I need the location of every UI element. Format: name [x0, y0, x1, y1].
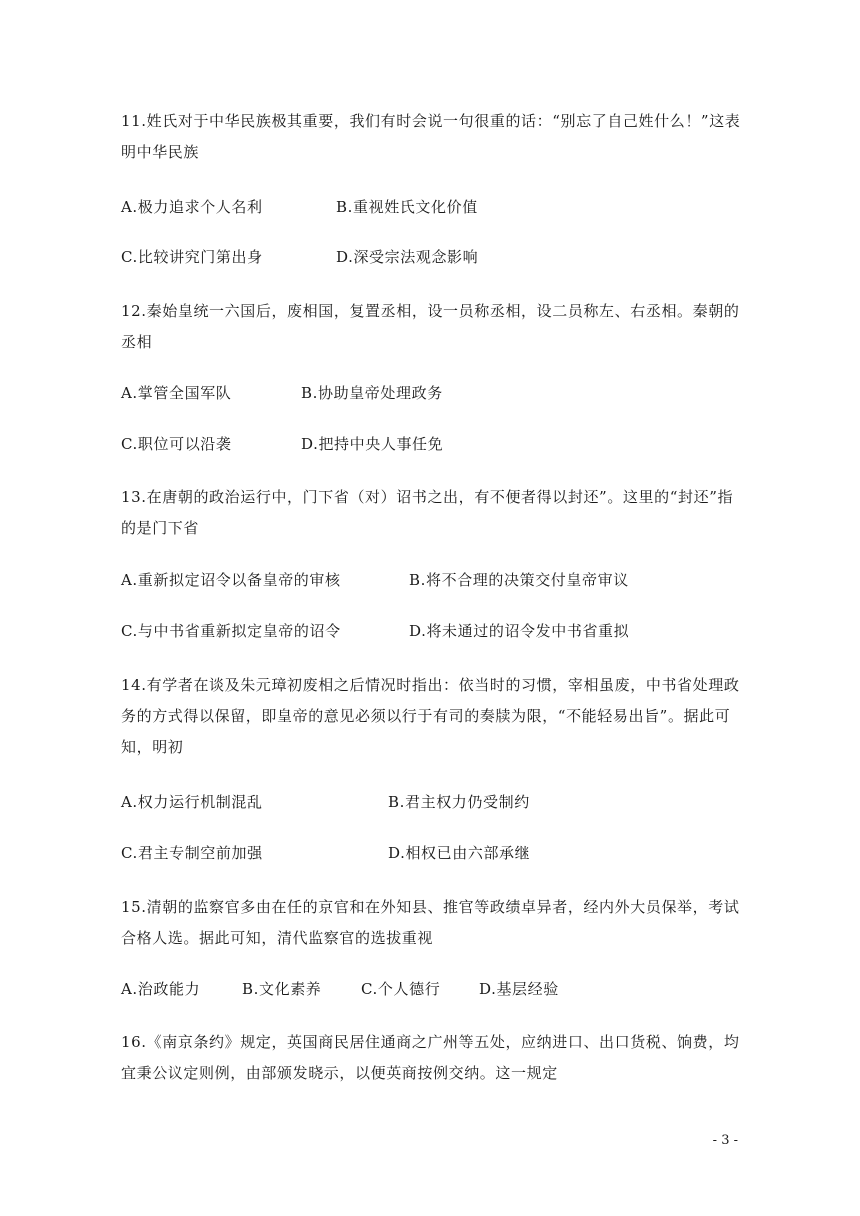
question-13-stem: 13.在唐朝的政治运行中，门下省（对）诏书之出，有不便者得以封还”。这里的“封还”指的是门下省	[121, 488, 734, 537]
question-15-option-c: C.个人德行	[361, 980, 441, 998]
question-11-stem: 11.姓氏对于中华民族极其重要，我们有时会说一句很重的话：“别忘了自己姓什么！”这表明中华民族	[121, 112, 741, 161]
question-15-option-d: D.基层经验	[479, 980, 559, 998]
question-12-option-d: D.把持中央人事任免	[301, 435, 444, 453]
question-14-option-d: D.相权已由六部承继	[388, 844, 531, 862]
question-12-option-a: A.掌管全国军队	[121, 384, 232, 402]
question-15-option-a: A.治政能力	[121, 980, 201, 998]
question-12-stem: 12.秦始皇统一六国后，废相国，复置丞相，设一员称丞相，设二员称左、右丞相。秦朝的丞相	[121, 302, 740, 351]
question-11-option-c: C.比较讲究门第出身	[121, 248, 263, 266]
question-11-option-b: B.重视姓氏文化价值	[336, 198, 478, 216]
page-number: - 3 -	[712, 1133, 738, 1148]
question-13-option-c: C.与中书省重新拟定皇帝的诏令	[121, 622, 341, 640]
question-14-option-a: A.权力运行机制混乱	[121, 793, 263, 811]
question-15-option-b: B.文化素养	[242, 980, 322, 998]
question-13-option-b: B.将不合理的决策交付皇帝审议	[409, 571, 629, 589]
question-14-option-b: B.君主权力仍受制约	[388, 793, 530, 811]
question-12-option-c: C.职位可以沿袭	[121, 435, 232, 453]
question-16-stem: 16.《南京条约》规定，英国商民居住通商之广州等五处，应纳进口、出口货税、饷费，均宜秉公议定则例，由部颁发晓示，以便英商按例交纳。这一规定	[121, 1033, 740, 1082]
question-14-stem: 14.有学者在谈及朱元璋初废相之后情况时指出：依当时的习惯，宰相虽废，中书省处理政务的方式得以保留，即皇帝的意见必须以行于有司的奏牍为限，“不能轻易出旨”。据此可知，明初	[121, 676, 740, 756]
question-11-option-d: D.深受宗法观念影响	[336, 248, 479, 266]
question-13-option-a: A.重新拟定诏令以备皇帝的审核	[121, 571, 341, 589]
question-11-option-a: A.极力追求个人名利	[121, 198, 263, 216]
question-13-option-d: D.将未通过的诏令发中书省重拟	[409, 622, 630, 640]
question-14-option-c: C.君主专制空前加强	[121, 844, 263, 862]
question-12-option-b: B.协助皇帝处理政务	[301, 384, 443, 402]
question-15-stem: 15.清朝的监察官多由在任的京官和在外知县、推官等政绩卓异者，经内外大员保举，考试合格人选。据此可知，清代监察官的选拔重视	[121, 898, 740, 947]
